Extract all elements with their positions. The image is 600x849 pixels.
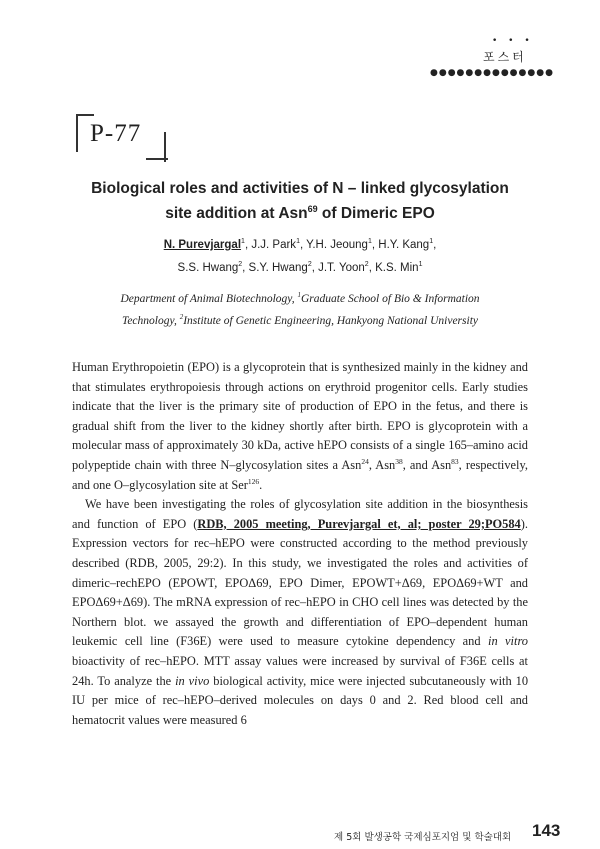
title-line-1: Biological roles and activities of N – linked glycosylation: [91, 180, 509, 197]
poster-number-box: [72, 110, 177, 160]
author-line-1: N. Purevjargal$^1$, J.J. Park$^1$, Y.H. Jeoung$^1$, H.Y. Kang$^1$,: [163, 238, 437, 251]
abstract-body: [72, 358, 528, 730]
poster-id: P-77: [90, 120, 142, 147]
header-dot-rule: ●●●●●●●●●●●●●●: [430, 68, 554, 78]
paragraph-1: Human Erythropoietin (EPO) is a glycoprotein that is synthesized mainly in the kidney and that stimulates erythropoiesis through actions on erythroid progenitor cells. Early studies indicate that the liver is the primary site of production of EPO in the fetus, and there is gradual shift from the liver to the kidney shortly after birth. EPO is glycoprotein with a molecular mass of approximately 30 kDa, active hEPO consists of a single 165–amino acid polypeptide chain with three N–glycosylation sites a Asn$^{24}$, Asn$^{38}$, and Asn$^{83}$, respectively, and one O–glycosylation site at Ser$^{126}$.: [72, 360, 528, 492]
title-line-2: site addition at Asn$^{69}$ of Dimeric EPO: [165, 204, 435, 223]
header-dots: • • •: [492, 36, 534, 46]
author-line-2: S.S. Hwang$^2$, S.Y. Hwang$^2$, J.T. Yoon$^2$, K.S. Min$^1$: [177, 260, 423, 274]
bracket-line: [146, 158, 168, 160]
affiliation-line-2: Technology, $^2$Institute of Genetic Engineering, Hankyong National University: [121, 312, 478, 327]
affiliation-line-1: Department of Animal Biotechnology, $^1$Graduate School of Bio & Information: [120, 291, 480, 305]
paper-title: [40, 178, 560, 224]
page-number: 143: [532, 821, 561, 840]
author-list: [40, 232, 560, 278]
footer-conference: 제 5회 발생공학 국제심포지엄 및 학술대회: [334, 832, 512, 843]
bracket-line: [76, 114, 94, 116]
paragraph-2: We have been investigating the roles of glycosylation site addition in the biosynthesis and function of EPO (RDB, 2005 meeting, Purevjargal et, al; poster 29;PO584). Expression vectors for rec–hEPO were constructed according to the method previously described (RDB, 2005, 29:2). In this study, we investigated the roles and activities of dimeric–rechEPO (EPOWT, EPOΔ69, EPO Dimer, EPOWT+Δ69, EPOΔ69+WT and EPOΔ69+Δ69). The mRNA expression of rec–hEPO in CHO cell lines was detected by the Northern blot. we assayed the growth and differentiation of EPO–dependent human leukemic cell line (F36E) were used to measure cytokine dependency and in vitro bioactivity of rec–hEPO. MTT assay values were increased by survival of F36E cells at 24h. To analyze the in vivo biological activity, mice were injected subcutaneously with 10 IU per mice of rec–hEPO–derived molecules on days 0 and 2. Red blood cell and hematocrit values were measured 6: [72, 497, 529, 727]
reference-link: RDB, 2005 meeting, Purevjargal et, al; poster 29;PO584: [197, 516, 521, 531]
presenting-author: N. Purevjargal: [163, 238, 242, 251]
bracket-line: [76, 114, 78, 152]
section-label: 포스터: [483, 50, 527, 64]
affiliations: [40, 286, 560, 330]
